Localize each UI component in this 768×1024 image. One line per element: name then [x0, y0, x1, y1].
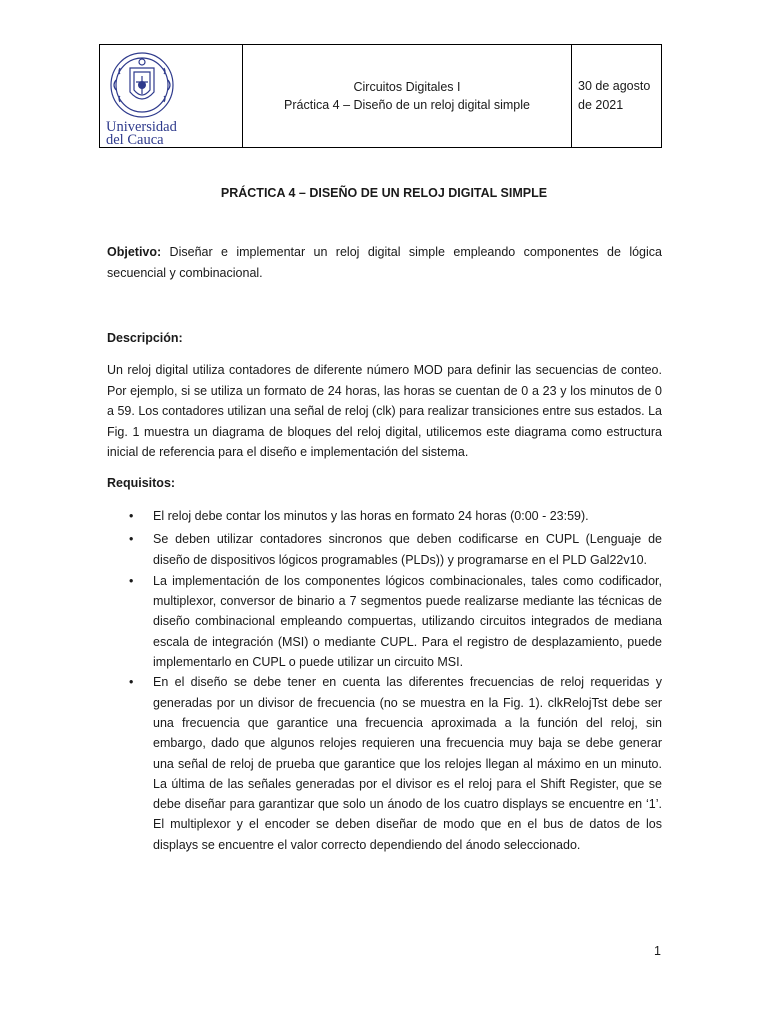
university-name-line2: del Cauca	[106, 132, 164, 148]
header-table	[99, 44, 662, 148]
description-label: Descripción:	[107, 331, 183, 345]
list-item	[107, 529, 662, 570]
objective-label: Objetivo:	[107, 245, 162, 259]
list-item	[107, 672, 662, 855]
practice-title: Práctica 4 – Diseño de un reloj digital simple	[284, 98, 530, 112]
date-line2: de 2021	[578, 98, 624, 112]
date-cell	[572, 45, 661, 147]
requirements-label: Requisitos:	[107, 476, 176, 490]
bullet-icon: •	[129, 675, 134, 690]
description-paragraph: Un reloj digital utiliza contadores de diferente número MOD para definir las secuencias de conteo. Por ejemplo, si se utiliza un formato de 24 horas, las horas se cuentan de 0 a 23 y los minutos de 0 a 59. Los contadores utilizan una señal de reloj (clk) para realizar transiciones entre sus estados. La Fig. 1 muestra un diagrama de bloques del reloj digital, utilicemos este diagrama como estructura inicial de referencia para el diseño e implementación del sistema.	[107, 363, 662, 459]
logo-cell	[100, 45, 243, 147]
objective-paragraph	[107, 242, 662, 283]
objective-text: Diseñar e implementar un reloj digital simple empleando componentes de lógica secuencial y combinacional.	[107, 245, 662, 280]
page-number: 1	[654, 944, 661, 958]
university-crest-logo	[108, 50, 176, 120]
bullet-icon: •	[129, 532, 134, 547]
bullet-icon: •	[129, 509, 134, 523]
bullet-icon: •	[129, 573, 134, 588]
requirement-text: En el diseño se debe tener en cuenta las diferentes frecuencias de reloj requeridas y generadas por un divisor de frecuencia (no se muestra en la Fig. 1). clkRelojTst debe ser una frecuencia que garantice una frecuencia aproximada a la función del reloj, sin embargo, dado que algunos relojes requieren una frecuencia muy baja se debe generar una señal de reloj de prueba que garantice que los relojes llegan al máximo en un minuto. La última de las señales generadas por el divisor es el reloj para el Shift Register, que se debe diseñar para garantizar que solo un ánodo de los cuatro displays se encuentre en ‘1’. El multiplexor y el encoder se deben diseñar de modo que en el bus de datos de los displays se encuentre el valor correcto dependiendo del ánodo seleccionado.	[153, 675, 662, 852]
requirements-list	[107, 506, 662, 855]
document-heading: PRÁCTICA 4 – DISEÑO DE UN RELOJ DIGITAL SIMPLE	[220, 186, 548, 200]
list-item	[107, 506, 662, 526]
requirement-text: La implementación de los componentes lógicos combinacionales, tales como codificador, multiplexor, conversor de binario a 7 segmentos puede realizarse mediante las técnicas de diseño combinacional empleando compuertas, utilizando circuitos integrados de mediana escala de integración (MSI) o mediante CUPL. Para el registro de desplazamiento, puede implementarlo en CUPL o puede utilizar un circuito MSI.	[153, 573, 662, 670]
university-name	[106, 121, 238, 147]
title-cell	[243, 45, 572, 147]
list-item	[107, 571, 662, 672]
university-name-line1: Universidad	[106, 119, 177, 135]
requirement-text: Se deben utilizar contadores sincronos que deben codificarse en CUPL (Lenguaje de diseño de dispositivos lógicos programables (PLDs)) y programarse en el PLD Gal22v10.	[153, 532, 662, 567]
course-name: Circuitos Digitales I	[353, 80, 461, 94]
date-line1: 30 de agosto	[578, 79, 651, 93]
requirement-text: El reloj debe contar los minutos y las horas en formato 24 horas (0:00 - 23:59).	[153, 509, 589, 523]
